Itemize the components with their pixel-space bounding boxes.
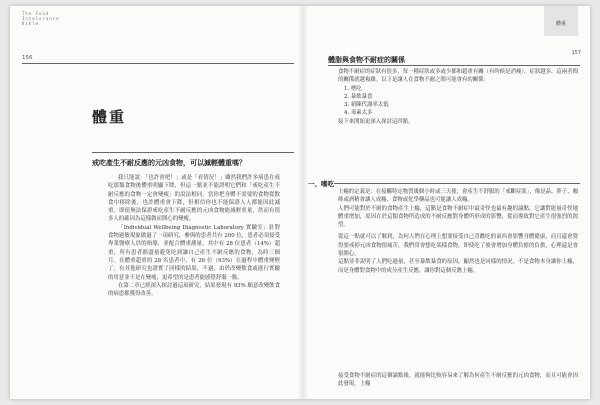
subsection-body xyxy=(338,188,578,275)
subsection-rule xyxy=(334,183,580,184)
list-item: 2. 暴飲暴食 xyxy=(344,93,373,100)
series-title: The Food Intolerance Bible xyxy=(22,11,60,26)
paragraph: 這點並非說明了人們吃過量，甚至暴飲暴食的原因，顯然也是同樣的情況，不是食物本身讓你上癮，而是身體對食物中的成分產生反應，讓你對這個反應上癮。 xyxy=(338,259,578,274)
left-page xyxy=(10,6,300,399)
paragraph: 「Individual Wellbeing Diagnostic Laboratory 實驗室」針對食物過敏現象做過了一項研究，參與的患者共有 200 位，患者必須接受專業醫療人員的指導，並配合體重測量，其中有 28 位患者（14%）超重，所有患者都盡量避免吃到讓自己產生不耐反應的食物，為時三個月。在體重超重的 28 名患者中，有 26 位（93%）在過程中體重變輕了。有其他研究也證實了同樣的結果，不過，由於改變飲食或進行實驗的用意並不是在變瘦，更希望的是患者能感覺舒服一點。 xyxy=(108,224,280,281)
left-body xyxy=(108,174,280,298)
left-page-number: 156 xyxy=(22,55,33,61)
book-spread xyxy=(10,6,590,399)
intro-paragraph: 食物不耐症的症狀有很多，每一種症狀或多或少都和超重有關（有時候是消瘦），症狀越多，這兩者間的關係就越複雜。以下是讓人在食物不耐之間可能會有的關係： xyxy=(338,69,578,84)
chapter-rule xyxy=(92,152,294,153)
list-item: 3. 新陳代謝率太低 xyxy=(344,102,389,109)
paragraph: 人們可能對於不耐的食物產生上癮，這點是食物不耐症中最奇怪也最有趣的論點，它讓對能量奇怪地體重增加，原因在於這類食物所造成的不耐反應對身體所形成的影響，從而導致對它產生很強烈的渴望。 xyxy=(338,205,578,229)
paragraph: 上癮的定義是：在接觸特定物質幾個小時或三天後，會產生不舒服的「戒斷症狀」，像是晶、胖子、咖啡或酒精會讓人成癮，食物或化學藥品也可能讓人成癮。 xyxy=(338,189,578,204)
intro-block xyxy=(338,68,578,126)
closing-block xyxy=(338,372,578,389)
paragraph: 我只能說：「也許會吧！」或是「看情況！」雖然我們許多病患在戒吃那類食物後體重明顯下降，但這一點並不能證明它們和「戒吃產生不耐反應的食物一定會變瘦」的說法相同。當你把身體不需要的食物從飲食中移除後，也許體重會下降，但相信你也不能保證人人都能因此減重。即使無法保證戒吃產生不耐反應的元凶食物能減輕重量，然而有很多人的確因為這樣做而開心的變瘦。 xyxy=(108,175,280,223)
section-heading: 戒吃產生不耐反應的元凶食物，可以減輕體重嗎？ xyxy=(92,158,246,167)
right-page-number: 157 xyxy=(571,50,581,56)
section-title: 體脂與食物不耐症的關係 xyxy=(328,55,405,64)
section-rule xyxy=(328,65,580,66)
paragraph: 從這一點就可以了解到，為何人們在心理上想要接受自己喜歡吃的東西會影響身體健康，而且還會覺得要戒掉元凶食物很痛苦，我們常會想吃某樣食物，即使吃了後會增加身體負擔的負擔，心理還是會很開心。 xyxy=(338,234,578,258)
closing-paragraph: 接受食物不耐症的這個論點後，就能夠比較容易來了解為何產生不耐反應的元凶食物，而且可能會因此發現，上癮 xyxy=(338,373,578,388)
header-rule xyxy=(22,63,294,64)
list-item: 1. 嗜吃 xyxy=(344,85,362,92)
paragraph: 在第二章已經深入探討過這項研究，結果發現有 93% 願意改變飲食的病患都獲得改善。 xyxy=(108,282,280,298)
chapter-tab: 體重 xyxy=(544,6,578,36)
transition-text: 接下來開始更深入探討這四點。 xyxy=(338,118,414,125)
relation-list xyxy=(338,85,578,118)
list-item: 4. 毒素太多 xyxy=(344,110,373,117)
right-page xyxy=(306,6,590,399)
subsection-title: 一、嗜吃 xyxy=(308,180,334,188)
chapter-title: 體重 xyxy=(92,108,127,126)
